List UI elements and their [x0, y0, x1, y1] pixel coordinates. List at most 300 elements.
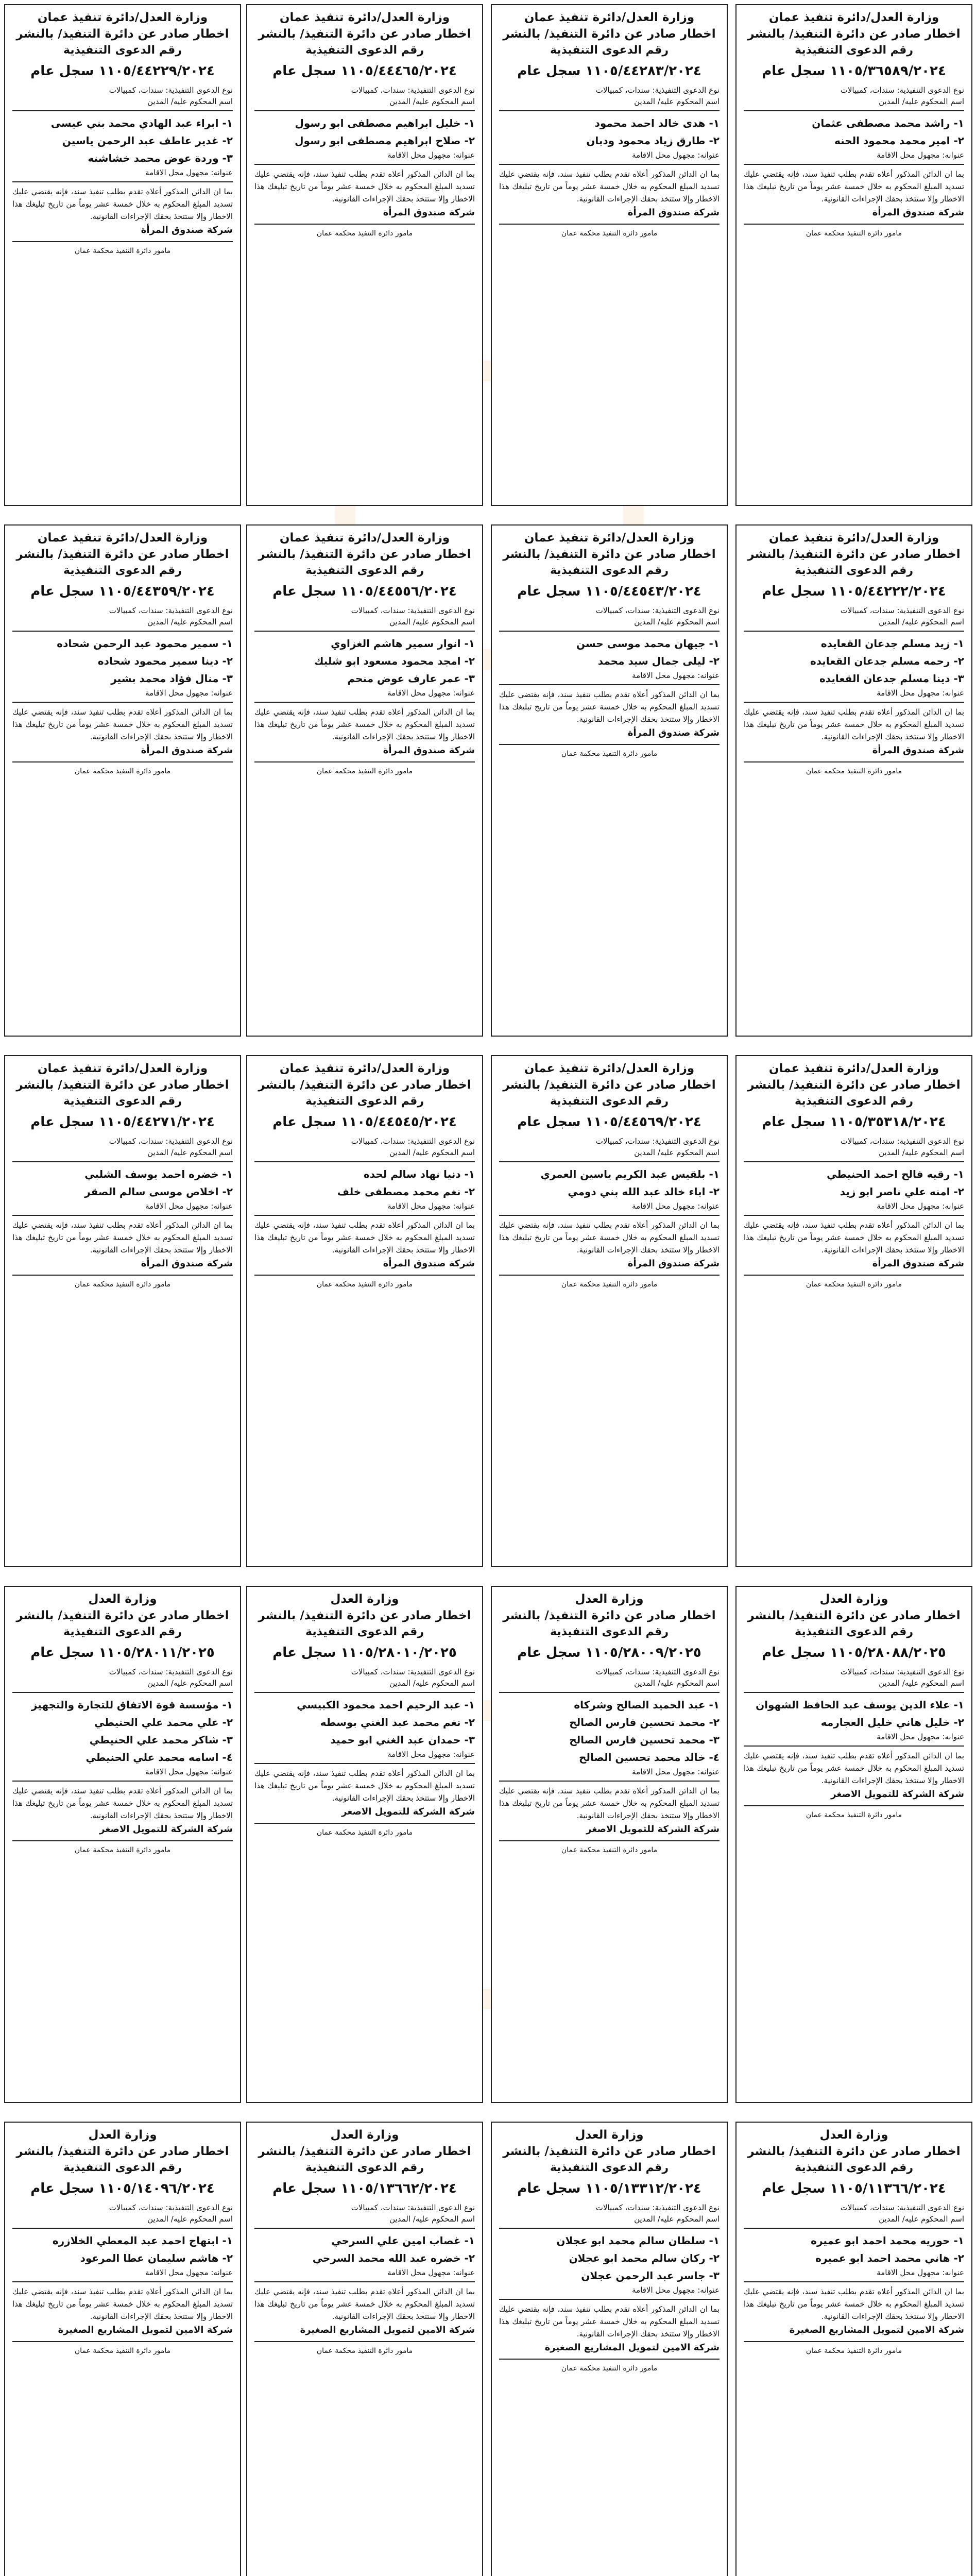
divider [499, 1692, 720, 1693]
divider [12, 631, 233, 632]
court-notice [491, 1586, 728, 2103]
notice-footer: مامور دائرة التنفيذ محكمة عمان [561, 2364, 658, 2372]
creditor-name: شركة الشركة للتمويل الاصغر [99, 1824, 233, 1835]
notice-subheading: رقم الدعوى التنفيذية [63, 2161, 182, 2174]
notice-heading: اخطار صادر عن دائرة التنفيذ/ بالنشر [16, 1078, 229, 1092]
notice-subheading: رقم الدعوى التنفيذية [794, 2161, 914, 2174]
creditor-name: شركة صندوق المرأة [872, 745, 964, 756]
notice-footer: مامور دائرة التنفيذ محكمة عمان [316, 2347, 413, 2355]
divider [744, 631, 964, 632]
debtor-name: ١- خضره احمد يوسف الشلبي [84, 1168, 233, 1180]
address-line: عنوانه: مجهول محل الاقامة [877, 1732, 964, 1741]
divider [744, 1692, 964, 1693]
creditor-name: شركة صندوق المرأة [627, 1258, 720, 1269]
debtor-label: اسم المحكوم عليه/ المدين [147, 1679, 233, 1688]
notice-body: بما ان الدائن المذكور أعلاه تقدم بطلب تنفيذ سند، فإنه يقتضي عليك تسديد المبلغ المحكوم به خلال خمسة عشر يوماً من تاريخ تبليغك هذا الاخطار وإلا ستتخذ بحقك الإجراءات القانونية. [254, 1769, 475, 1803]
debtor-name: ١- غصاب امين علي السرحي [331, 2234, 475, 2247]
debtor-name: ١- ابتهاج احمد عبد المعطي الخلازره [52, 2234, 233, 2247]
notice-heading: اخطار صادر عن دائرة التنفيذ/ بالنشر [503, 2145, 716, 2158]
divider [12, 241, 233, 242]
ministry-title: وزارة العدل/دائرة تنفيذ عمان [768, 11, 939, 24]
debtor-name: ٢- ليلى جمال سيد محمد [597, 655, 720, 667]
debtor-name: ٢- هاني محمد احمد ابو عميره [815, 2252, 964, 2264]
notice-subheading: رقم الدعوى التنفيذية [550, 2161, 669, 2174]
notice-body: بما ان الدائن المذكور أعلاه تقدم بطلب تنفيذ سند، فإنه يقتضي عليك تسديد المبلغ المحكوم به خلال خمسة عشر يوماً من تاريخ تبليغك هذا الاخطار وإلا ستتخذ بحقك الإجراءات القانونية. [499, 1221, 720, 1255]
debtor-name: ٢- خليل هاني خليل العجارمه [820, 1716, 964, 1728]
divider [254, 2228, 475, 2229]
notice-subheading: رقم الدعوى التنفيذية [63, 564, 182, 577]
court-notice [735, 1586, 972, 2103]
divider [499, 2299, 720, 2300]
case-type: نوع الدعوى التنفيذية: سندات، كمبيالات [109, 2203, 233, 2212]
case-type: نوع الدعوى التنفيذية: سندات، كمبيالات [351, 606, 475, 615]
creditor-name: شركة صندوق المرأة [383, 207, 475, 218]
creditor-name: شركة صندوق المرأة [383, 745, 475, 756]
debtor-label: اسم المحكوم عليه/ المدين [879, 617, 964, 626]
divider [499, 1161, 720, 1162]
divider [744, 1805, 964, 1806]
divider [499, 1840, 720, 1841]
divider [254, 224, 475, 225]
debtor-name: ٢- رحمه مسلم جدعان القعايده [810, 655, 964, 667]
debtor-label: اسم المحكوم عليه/ المدين [634, 617, 720, 626]
court-notice [246, 1055, 483, 1567]
ministry-title: وزارة العدل/دائرة تنفيذ عمان [37, 11, 208, 24]
notice-subheading: رقم الدعوى التنفيذية [63, 1625, 182, 1638]
case-type: نوع الدعوى التنفيذية: سندات، كمبيالات [840, 1137, 964, 1146]
address-line: عنوانه: مجهول محل الاقامة [387, 150, 475, 160]
notice-heading: اخطار صادر عن دائرة التنفيذ/ بالنشر [503, 27, 716, 41]
debtor-name: ٣- حمدان عبد الغني ابو حميد [330, 1734, 475, 1746]
address-line: عنوانه: مجهول محل الاقامة [145, 2268, 233, 2277]
debtor-name: ١- سمير محمود عبد الرحمن شحاده [57, 637, 233, 650]
notice-heading: اخطار صادر عن دائرة التنفيذ/ بالنشر [503, 1078, 716, 1092]
notice-footer: مامور دائرة التنفيذ محكمة عمان [74, 767, 171, 775]
notice-subheading: رقم الدعوى التنفيذية [550, 1625, 669, 1638]
debtor-name: ١- علاء الدين يوسف عبد الحافظ الشهوان [756, 1699, 964, 1711]
debtor-name: ١- عبد الرحيم احمد محمود الكبيسي [297, 1699, 475, 1711]
notice-body: بما ان الدائن المذكور أعلاه تقدم بطلب تنفيذ سند، فإنه يقتضي عليك تسديد المبلغ المحكوم به خلال خمسة عشر يوماً من تاريخ تبليغك هذا الاخطار وإلا ستتخذ بحقك الإجراءات القانونية. [254, 1221, 475, 1255]
debtor-name: ١- مؤسسة قوة الاتفاق للتجارة والتجهيز [31, 1699, 233, 1711]
case-number: ١١٠٥/٤٤٥٥٦/٢٠٢٤ سجل عام [272, 584, 457, 599]
case-type: نوع الدعوى التنفيذية: سندات، كمبيالات [351, 86, 475, 95]
address-line: عنوانه: مجهول محل الاقامة [145, 688, 233, 698]
case-number: ١١٠٥/١١٣٦٦/٢٠٢٤ سجل عام [762, 2181, 946, 2196]
divider [499, 224, 720, 225]
debtor-name: ٢- دينا سمير محمود شحاده [97, 655, 233, 667]
divider [744, 2281, 964, 2282]
notice-body: بما ان الدائن المذكور أعلاه تقدم بطلب تنفيذ سند، فإنه يقتضي عليك تسديد المبلغ المحكوم به خلال خمسة عشر يوماً من تاريخ تبليغك هذا الاخطار وإلا ستتخذ بحقك الإجراءات القانونية. [744, 707, 964, 741]
debtor-name: ٢- علي محمد علي الحنيطي [94, 1716, 233, 1728]
notice-heading: اخطار صادر عن دائرة التنفيذ/ بالنشر [747, 27, 961, 41]
debtor-name: ٢- هاشم سليمان عطا المرعود [80, 2252, 233, 2264]
notice-heading: اخطار صادر عن دائرة التنفيذ/ بالنشر [747, 1078, 961, 1092]
notice-footer: مامور دائرة التنفيذ محكمة عمان [561, 1846, 658, 1854]
notice-subheading: رقم الدعوى التنفيذية [550, 564, 669, 577]
notice-footer: مامور دائرة التنفيذ محكمة عمان [561, 229, 658, 238]
debtor-label: اسم المحكوم عليه/ المدين [879, 1148, 964, 1157]
divider [254, 631, 475, 632]
case-number: ١١٠٥/٢٨٠٨٨/٢٠٢٥ سجل عام [762, 1645, 946, 1660]
debtor-name: ١- دنيا نهاد سالم لحده [364, 1168, 475, 1180]
court-notice [246, 1586, 483, 2103]
notice-subheading: رقم الدعوى التنفيذية [550, 44, 669, 57]
notice-footer: مامور دائرة التنفيذ محكمة عمان [74, 2347, 171, 2355]
case-number: ١١٠٥/٢٨٠١٠/٢٠٢٥ سجل عام [272, 1645, 457, 1660]
notice-subheading: رقم الدعوى التنفيذية [63, 44, 182, 57]
notice-footer: مامور دائرة التنفيذ محكمة عمان [806, 2347, 902, 2355]
court-notice [4, 524, 241, 1037]
divider [254, 110, 475, 111]
case-number: ١١٠٥/٤٤٥٤٥/٢٠٢٤ سجل عام [272, 1114, 457, 1130]
address-line: عنوانه: مجهول محل الاقامة [877, 2268, 964, 2277]
notice-body: بما ان الدائن المذكور أعلاه تقدم بطلب تنفيذ سند، فإنه يقتضي عليك تسديد المبلغ المحكوم به خلال خمسة عشر يوماً من تاريخ تبليغك هذا الاخطار وإلا ستتخذ بحقك الإجراءات القانونية. [744, 1751, 964, 1785]
divider [744, 2228, 964, 2229]
notice-heading: اخطار صادر عن دائرة التنفيذ/ بالنشر [258, 1078, 471, 1092]
debtor-label: اسم المحكوم عليه/ المدين [147, 2214, 233, 2224]
divider [499, 684, 720, 685]
address-line: عنوانه: مجهول محل الاقامة [632, 1201, 720, 1211]
notice-subheading: رقم الدعوى التنفيذية [794, 564, 914, 577]
debtor-name: ١- رقيه فالح احمد الحنيطي [827, 1168, 964, 1180]
address-line: عنوانه: مجهول محل الاقامة [632, 2285, 720, 2295]
address-line: عنوانه: مجهول محل الاقامة [145, 168, 233, 177]
creditor-name: شركة الامين لتمويل المشاريع الصغيرة [789, 2325, 964, 2335]
divider [499, 1275, 720, 1276]
case-number: ١١٠٥/٤٤٢٢٢/٢٠٢٤ سجل عام [762, 584, 946, 599]
notice-heading: اخطار صادر عن دائرة التنفيذ/ بالنشر [258, 548, 471, 561]
notice-subheading: رقم الدعوى التنفيذية [305, 2161, 424, 2174]
notice-footer: مامور دائرة التنفيذ محكمة عمان [561, 1280, 658, 1289]
debtor-name: ٢- خضره عبد الله محمد السرحي [312, 2252, 475, 2264]
notice-body: بما ان الدائن المذكور أعلاه تقدم بطلب تنفيذ سند، فإنه يقتضي عليك تسديد المبلغ المحكوم به خلال خمسة عشر يوماً من تاريخ تبليغك هذا الاخطار وإلا ستتخذ بحقك الإجراءات القانونية. [499, 2304, 720, 2338]
notice-body: بما ان الدائن المذكور أعلاه تقدم بطلب تنفيذ سند، فإنه يقتضي عليك تسديد المبلغ المحكوم به خلال خمسة عشر يوماً من تاريخ تبليغك هذا الاخطار وإلا ستتخذ بحقك الإجراءات القانونية. [499, 690, 720, 724]
divider [499, 2359, 720, 2360]
case-number: ١١٠٥/٤٤٥٦٩/٢٠٢٤ سجل عام [517, 1114, 701, 1130]
notice-body: بما ان الدائن المذكور أعلاه تقدم بطلب تنفيذ سند، فإنه يقتضي عليك تسديد المبلغ المحكوم به خلال خمسة عشر يوماً من تاريخ تبليغك هذا الاخطار وإلا ستتخذ بحقك الإجراءات القانونية. [744, 1221, 964, 1255]
notice-heading: اخطار صادر عن دائرة التنفيذ/ بالنشر [747, 2145, 961, 2158]
debtor-name: ١- ابراء عبد الهادي محمد بني عيسى [50, 117, 233, 129]
divider [744, 2341, 964, 2342]
address-line: عنوانه: مجهول محل الاقامة [877, 688, 964, 698]
debtor-name: ٣- محمد تحسين فارس الصالح [569, 1734, 720, 1746]
case-type: نوع الدعوى التنفيذية: سندات، كمبيالات [109, 606, 233, 615]
notice-body: بما ان الدائن المذكور أعلاه تقدم بطلب تنفيذ سند، فإنه يقتضي عليك تسديد المبلغ المحكوم به خلال خمسة عشر يوماً من تاريخ تبليغك هذا الاخطار وإلا ستتخذ بحقك الإجراءات القانونية. [499, 1786, 720, 1820]
debtor-label: اسم المحكوم عليه/ المدين [634, 1148, 720, 1157]
divider [12, 1161, 233, 1162]
debtor-label: اسم المحكوم عليه/ المدين [147, 617, 233, 626]
debtor-name: ٣- دينا مسلم جدعان القعايده [819, 672, 964, 685]
ministry-title: وزارة العدل [88, 2128, 157, 2142]
creditor-name: شركة صندوق المرأة [627, 207, 720, 218]
notice-subheading: رقم الدعوى التنفيذية [794, 44, 914, 57]
court-notice [4, 1055, 241, 1567]
notice-subheading: رقم الدعوى التنفيذية [305, 1625, 424, 1638]
ministry-title: وزارة العدل/دائرة تنفيذ عمان [279, 531, 450, 545]
address-line: عنوانه: مجهول محل الاقامة [632, 150, 720, 160]
debtor-name: ١- جيهان محمد موسى حسن [576, 637, 720, 650]
case-number: ١١٠٥/٣٦٥٨٩/٢٠٢٤ سجل عام [762, 63, 946, 79]
debtor-name: ٢- اباء خالد عبد الله بني دومي [568, 1185, 720, 1198]
ministry-title: وزارة العدل/دائرة تنفيذ عمان [524, 531, 695, 545]
notice-body: بما ان الدائن المذكور أعلاه تقدم بطلب تنفيذ سند، فإنه يقتضي عليك تسديد المبلغ المحكوم به خلال خمسة عشر يوماً من تاريخ تبليغك هذا الاخطار وإلا ستتخذ بحقك الإجراءات القانونية. [12, 2287, 233, 2321]
notice-body: بما ان الدائن المذكور أعلاه تقدم بطلب تنفيذ سند، فإنه يقتضي عليك تسديد المبلغ المحكوم به خلال خمسة عشر يوماً من تاريخ تبليغك هذا الاخطار وإلا ستتخذ بحقك الإجراءات القانونية. [254, 170, 475, 204]
notice-heading: اخطار صادر عن دائرة التنفيذ/ بالنشر [16, 548, 229, 561]
debtor-label: اسم المحكوم عليه/ المدين [389, 97, 475, 106]
divider [254, 1275, 475, 1276]
case-type: نوع الدعوى التنفيذية: سندات، كمبيالات [840, 86, 964, 95]
court-notice [4, 2122, 241, 2576]
debtor-name: ٢- ركان سالم محمد ابو عجلان [569, 2252, 720, 2264]
case-type: نوع الدعوى التنفيذية: سندات، كمبيالات [109, 1137, 233, 1146]
notice-subheading: رقم الدعوى التنفيذية [550, 1095, 669, 1108]
notice-heading: اخطار صادر عن دائرة التنفيذ/ بالنشر [747, 548, 961, 561]
divider [254, 761, 475, 762]
debtor-name: ١- انوار سمير هاشم الغزاوي [331, 637, 475, 650]
case-number: ١١٠٥/٤٤٢٨٣/٢٠٢٤ سجل عام [517, 63, 701, 79]
debtor-name: ١- خليل ابراهيم مصطفى ابو رسول [295, 117, 475, 129]
notice-heading: اخطار صادر عن دائرة التنفيذ/ بالنشر [16, 27, 229, 41]
notice-body: بما ان الدائن المذكور أعلاه تقدم بطلب تنفيذ سند، فإنه يقتضي عليك تسديد المبلغ المحكوم به خلال خمسة عشر يوماً من تاريخ تبليغك هذا الاخطار وإلا ستتخذ بحقك الإجراءات القانونية. [744, 2287, 964, 2321]
divider [744, 1745, 964, 1747]
address-line: عنوانه: مجهول محل الاقامة [632, 1767, 720, 1776]
ministry-title: وزارة العدل [819, 1592, 888, 1606]
divider [12, 1215, 233, 1216]
divider [254, 1692, 475, 1693]
divider [499, 2228, 720, 2229]
court-notice [4, 4, 241, 506]
case-number: ١١٠٥/١٣٦٦٢/٢٠٢٤ سجل عام [272, 2181, 457, 2196]
divider [12, 110, 233, 111]
notice-heading: اخطار صادر عن دائرة التنفيذ/ بالنشر [503, 548, 716, 561]
creditor-name: شركة الامين لتمويل المشاريع الصغيرة [544, 2342, 720, 2353]
debtor-label: اسم المحكوم عليه/ المدين [634, 97, 720, 106]
debtor-label: اسم المحكوم عليه/ المدين [147, 97, 233, 106]
divider [12, 2228, 233, 2229]
debtor-name: ٣- عمر عارف عوض منحم [347, 672, 475, 685]
court-notice [735, 1055, 972, 1567]
notice-heading: اخطار صادر عن دائرة التنفيذ/ بالنشر [258, 1609, 471, 1622]
case-type: نوع الدعوى التنفيذية: سندات، كمبيالات [109, 86, 233, 95]
divider [12, 2281, 233, 2282]
divider [12, 181, 233, 182]
divider [12, 1781, 233, 1782]
address-line: عنوانه: مجهول محل الاقامة [632, 671, 720, 680]
case-number: ١١٠٥/٤٤٣٥٩/٢٠٢٤ سجل عام [30, 584, 215, 599]
notice-footer: مامور دائرة التنفيذ محكمة عمان [806, 767, 902, 775]
case-number: ١١٠٥/٤٤٥٤٣/٢٠٢٤ سجل عام [517, 584, 701, 599]
notice-body: بما ان الدائن المذكور أعلاه تقدم بطلب تنفيذ سند، فإنه يقتضي عليك تسديد المبلغ المحكوم به خلال خمسة عشر يوماً من تاريخ تبليغك هذا الاخطار وإلا ستتخذ بحقك الإجراءات القانونية. [499, 170, 720, 204]
notice-footer: مامور دائرة التنفيذ محكمة عمان [806, 229, 902, 238]
debtor-name: ١- سلطان سالم محمد ابو عجلان [556, 2234, 720, 2247]
address-line: عنوانه: مجهول محل الاقامة [877, 150, 964, 160]
court-notice [735, 4, 972, 506]
court-notice [735, 2122, 972, 2576]
case-number: ١١٠٥/٢٨٠١١/٢٠٢٥ سجل عام [30, 1645, 215, 1660]
divider [499, 744, 720, 745]
debtor-name: ١- هدى خالد احمد محمود [594, 117, 720, 129]
case-type: نوع الدعوى التنفيذية: سندات، كمبيالات [840, 606, 964, 615]
debtor-label: اسم المحكوم عليه/ المدين [879, 1679, 964, 1688]
debtor-name: ١- حوريه محمد احمد ابو عميره [811, 2234, 964, 2247]
debtor-label: اسم المحكوم عليه/ المدين [389, 1148, 475, 1157]
notice-body: بما ان الدائن المذكور أعلاه تقدم بطلب تنفيذ سند، فإنه يقتضي عليك تسديد المبلغ المحكوم به خلال خمسة عشر يوماً من تاريخ تبليغك هذا الاخطار وإلا ستتخذ بحقك الإجراءات القانونية. [744, 170, 964, 204]
notice-heading: اخطار صادر عن دائرة التنفيذ/ بالنشر [258, 27, 471, 41]
court-notice [4, 1586, 241, 2103]
case-number: ١١٠٥/١٤٠٩٦/٢٠٢٤ سجل عام [30, 2181, 215, 2196]
debtor-name: ٣- جاسر عبد الرحمن عجلان [581, 2269, 720, 2282]
creditor-name: شركة الامين لتمويل المشاريع الصغيرة [58, 2325, 233, 2335]
debtor-name: ١- بلقيس عبد الكريم ياسين العمري [540, 1168, 720, 1180]
creditor-name: شركة الشركة للتمويل الاصغر [586, 1824, 720, 1835]
ministry-title: وزارة العدل [88, 1592, 157, 1606]
divider [12, 1692, 233, 1693]
debtor-label: اسم المحكوم عليه/ المدين [634, 2214, 720, 2224]
court-notice [491, 524, 728, 1037]
divider [12, 2341, 233, 2342]
ministry-title: وزارة العدل/دائرة تنفيذ عمان [524, 11, 695, 24]
notice-body: بما ان الدائن المذكور أعلاه تقدم بطلب تنفيذ سند، فإنه يقتضي عليك تسديد المبلغ المحكوم به خلال خمسة عشر يوماً من تاريخ تبليغك هذا الاخطار وإلا ستتخذ بحقك الإجراءات القانونية. [254, 2287, 475, 2321]
debtor-name: ٢- طارق زياد محمود ودبان [586, 134, 720, 147]
case-type: نوع الدعوى التنفيذية: سندات، كمبيالات [595, 606, 720, 615]
court-notice [491, 2122, 728, 2576]
notice-footer: مامور دائرة التنفيذ محكمة عمان [316, 767, 413, 775]
notice-subheading: رقم الدعوى التنفيذية [794, 1095, 914, 1108]
divider [12, 702, 233, 703]
notice-footer: مامور دائرة التنفيذ محكمة عمان [806, 1280, 902, 1289]
creditor-name: شركة صندوق المرأة [141, 1258, 233, 1269]
debtor-name: ٢- نغم محمد مصطفى خلف [337, 1185, 475, 1198]
notice-subheading: رقم الدعوى التنفيذية [305, 1095, 424, 1108]
case-type: نوع الدعوى التنفيذية: سندات، كمبيالات [840, 2203, 964, 2212]
case-number: ١١٠٥/٤٤٢٧١/٢٠٢٤ سجل عام [30, 1114, 215, 1130]
ministry-title: وزارة العدل/دائرة تنفيذ عمان [768, 531, 939, 545]
case-type: نوع الدعوى التنفيذية: سندات، كمبيالات [109, 1667, 233, 1676]
ministry-title: وزارة العدل [330, 2128, 399, 2142]
debtor-name: ٣- شاكر محمد علي الحنيطي [89, 1734, 233, 1746]
debtor-name: ٣- وردة عوض محمد خشاشنه [88, 152, 233, 164]
divider [254, 164, 475, 165]
divider [744, 110, 964, 111]
case-type: نوع الدعوى التنفيذية: سندات، كمبيالات [595, 86, 720, 95]
court-notice [246, 4, 483, 506]
case-type: نوع الدعوى التنفيذية: سندات، كمبيالات [351, 1137, 475, 1146]
notice-footer: مامور دائرة التنفيذ محكمة عمان [806, 1811, 902, 1819]
divider [744, 702, 964, 703]
notice-heading: اخطار صادر عن دائرة التنفيذ/ بالنشر [503, 1609, 716, 1622]
case-type: نوع الدعوى التنفيذية: سندات، كمبيالات [351, 1667, 475, 1676]
court-notice [735, 524, 972, 1037]
debtor-label: اسم المحكوم عليه/ المدين [389, 2214, 475, 2224]
notice-body: بما ان الدائن المذكور أعلاه تقدم بطلب تنفيذ سند، فإنه يقتضي عليك تسديد المبلغ المحكوم به خلال خمسة عشر يوماً من تاريخ تبليغك هذا الاخطار وإلا ستتخذ بحقك الإجراءات القانونية. [12, 187, 233, 221]
notice-footer: مامور دائرة التنفيذ محكمة عمان [561, 750, 658, 758]
notice-footer: مامور دائرة التنفيذ محكمة عمان [74, 1280, 171, 1289]
court-notice [246, 2122, 483, 2576]
notice-subheading: رقم الدعوى التنفيذية [794, 1625, 914, 1638]
debtor-name: ٢- غدير عاطف عبد الرحمن ياسين [62, 134, 233, 147]
notice-heading: اخطار صادر عن دائرة التنفيذ/ بالنشر [747, 1609, 961, 1622]
address-line: عنوانه: مجهول محل الاقامة [387, 688, 475, 698]
address-line: عنوانه: مجهول محل الاقامة [145, 1201, 233, 1211]
ministry-title: وزارة العدل/دائرة تنفيذ عمان [279, 11, 450, 24]
debtor-name: ٣- منال فؤاد محمد بشير [111, 672, 233, 685]
address-line: عنوانه: مجهول محل الاقامة [387, 1750, 475, 1759]
divider [254, 1823, 475, 1824]
divider [499, 1781, 720, 1782]
notice-body: بما ان الدائن المذكور أعلاه تقدم بطلب تنفيذ سند، فإنه يقتضي عليك تسديد المبلغ المحكوم به خلال خمسة عشر يوماً من تاريخ تبليغك هذا الاخطار وإلا ستتخذ بحقك الإجراءات القانونية. [12, 1786, 233, 1820]
divider [12, 761, 233, 762]
case-type: نوع الدعوى التنفيذية: سندات، كمبيالات [595, 1667, 720, 1676]
case-type: نوع الدعوى التنفيذية: سندات، كمبيالات [595, 1137, 720, 1146]
divider [254, 2341, 475, 2342]
debtor-name: ١- زيد مسلم جدعان القعايده [820, 637, 964, 650]
debtor-name: ٢- امير محمد محمود الحنه [834, 134, 964, 147]
divider [499, 164, 720, 165]
debtor-label: اسم المحكوم عليه/ المدين [879, 2214, 964, 2224]
divider [744, 1275, 964, 1276]
case-type: نوع الدعوى التنفيذية: سندات، كمبيالات [595, 2203, 720, 2212]
divider [254, 702, 475, 703]
address-line: عنوانه: مجهول محل الاقامة [877, 1201, 964, 1211]
notice-subheading: رقم الدعوى التنفيذية [305, 564, 424, 577]
debtor-name: ٢- نغم محمد عبد الغني بوسطه [320, 1716, 475, 1728]
debtor-name: ٢- امجد محمود مسعود ابو شليك [314, 655, 475, 667]
divider [499, 1215, 720, 1216]
court-notice [246, 524, 483, 1037]
ministry-title: وزارة العدل [819, 2128, 888, 2142]
notice-subheading: رقم الدعوى التنفيذية [305, 44, 424, 57]
debtor-name: ٤- اسامه محمد علي الحنيطي [85, 1751, 233, 1764]
ministry-title: وزارة العدل/دائرة تنفيذ عمان [524, 1062, 695, 1075]
notice-heading: اخطار صادر عن دائرة التنفيذ/ بالنشر [258, 2145, 471, 2158]
divider [744, 761, 964, 762]
notice-footer: مامور دائرة التنفيذ محكمة عمان [74, 247, 171, 255]
ministry-title: وزارة العدل/دائرة تنفيذ عمان [768, 1062, 939, 1075]
court-notice [491, 4, 728, 506]
notice-body: بما ان الدائن المذكور أعلاه تقدم بطلب تنفيذ سند، فإنه يقتضي عليك تسديد المبلغ المحكوم به خلال خمسة عشر يوماً من تاريخ تبليغك هذا الاخطار وإلا ستتخذ بحقك الإجراءات القانونية. [254, 707, 475, 741]
ministry-title: وزارة العدل [575, 1592, 644, 1606]
notice-subheading: رقم الدعوى التنفيذية [63, 1095, 182, 1108]
creditor-name: شركة صندوق المرأة [141, 745, 233, 756]
case-number: ١١٠٥/٢٨٠٠٩/٢٠٢٥ سجل عام [517, 1645, 701, 1660]
debtor-label: اسم المحكوم عليه/ المدين [389, 1679, 475, 1688]
divider [744, 1161, 964, 1162]
creditor-name: شركة صندوق المرأة [383, 1258, 475, 1269]
debtor-name: ٢- اخلاص موسى سالم الصقر [84, 1185, 233, 1198]
case-number: ١١٠٥/٤٤٤٦٥/٢٠٢٤ سجل عام [272, 63, 457, 79]
debtor-label: اسم المحكوم عليه/ المدين [389, 617, 475, 626]
case-number: ١١٠٥/١٣٣١٢/٢٠٢٤ سجل عام [517, 2181, 701, 2196]
divider [12, 1840, 233, 1841]
notice-heading: اخطار صادر عن دائرة التنفيذ/ بالنشر [16, 2145, 229, 2158]
divider [744, 224, 964, 225]
divider [254, 1215, 475, 1216]
creditor-name: شركة صندوق المرأة [627, 727, 720, 738]
case-number: ١١٠٥/٤٤٢٢٩/٢٠٢٤ سجل عام [30, 63, 215, 79]
case-type: نوع الدعوى التنفيذية: سندات، كمبيالات [351, 2203, 475, 2212]
address-line: عنوانه: مجهول محل الاقامة [387, 2268, 475, 2277]
notice-footer: مامور دائرة التنفيذ محكمة عمان [74, 1846, 171, 1854]
creditor-name: شركة الشركة للتمويل الاصغر [341, 1806, 475, 1817]
debtor-label: اسم المحكوم عليه/ المدين [879, 97, 964, 106]
divider [254, 1763, 475, 1764]
debtor-name: ١- عبد الحميد الصالح وشركاه [574, 1699, 720, 1711]
ministry-title: وزارة العدل/دائرة تنفيذ عمان [37, 1062, 208, 1075]
creditor-name: شركة الشركة للتمويل الاصغر [831, 1789, 964, 1800]
case-number: ١١٠٥/٣٥٣١٨/٢٠٢٤ سجل عام [762, 1114, 946, 1130]
court-notice [491, 1055, 728, 1567]
notice-body: بما ان الدائن المذكور أعلاه تقدم بطلب تنفيذ سند، فإنه يقتضي عليك تسديد المبلغ المحكوم به خلال خمسة عشر يوماً من تاريخ تبليغك هذا الاخطار وإلا ستتخذ بحقك الإجراءات القانونية. [12, 707, 233, 741]
